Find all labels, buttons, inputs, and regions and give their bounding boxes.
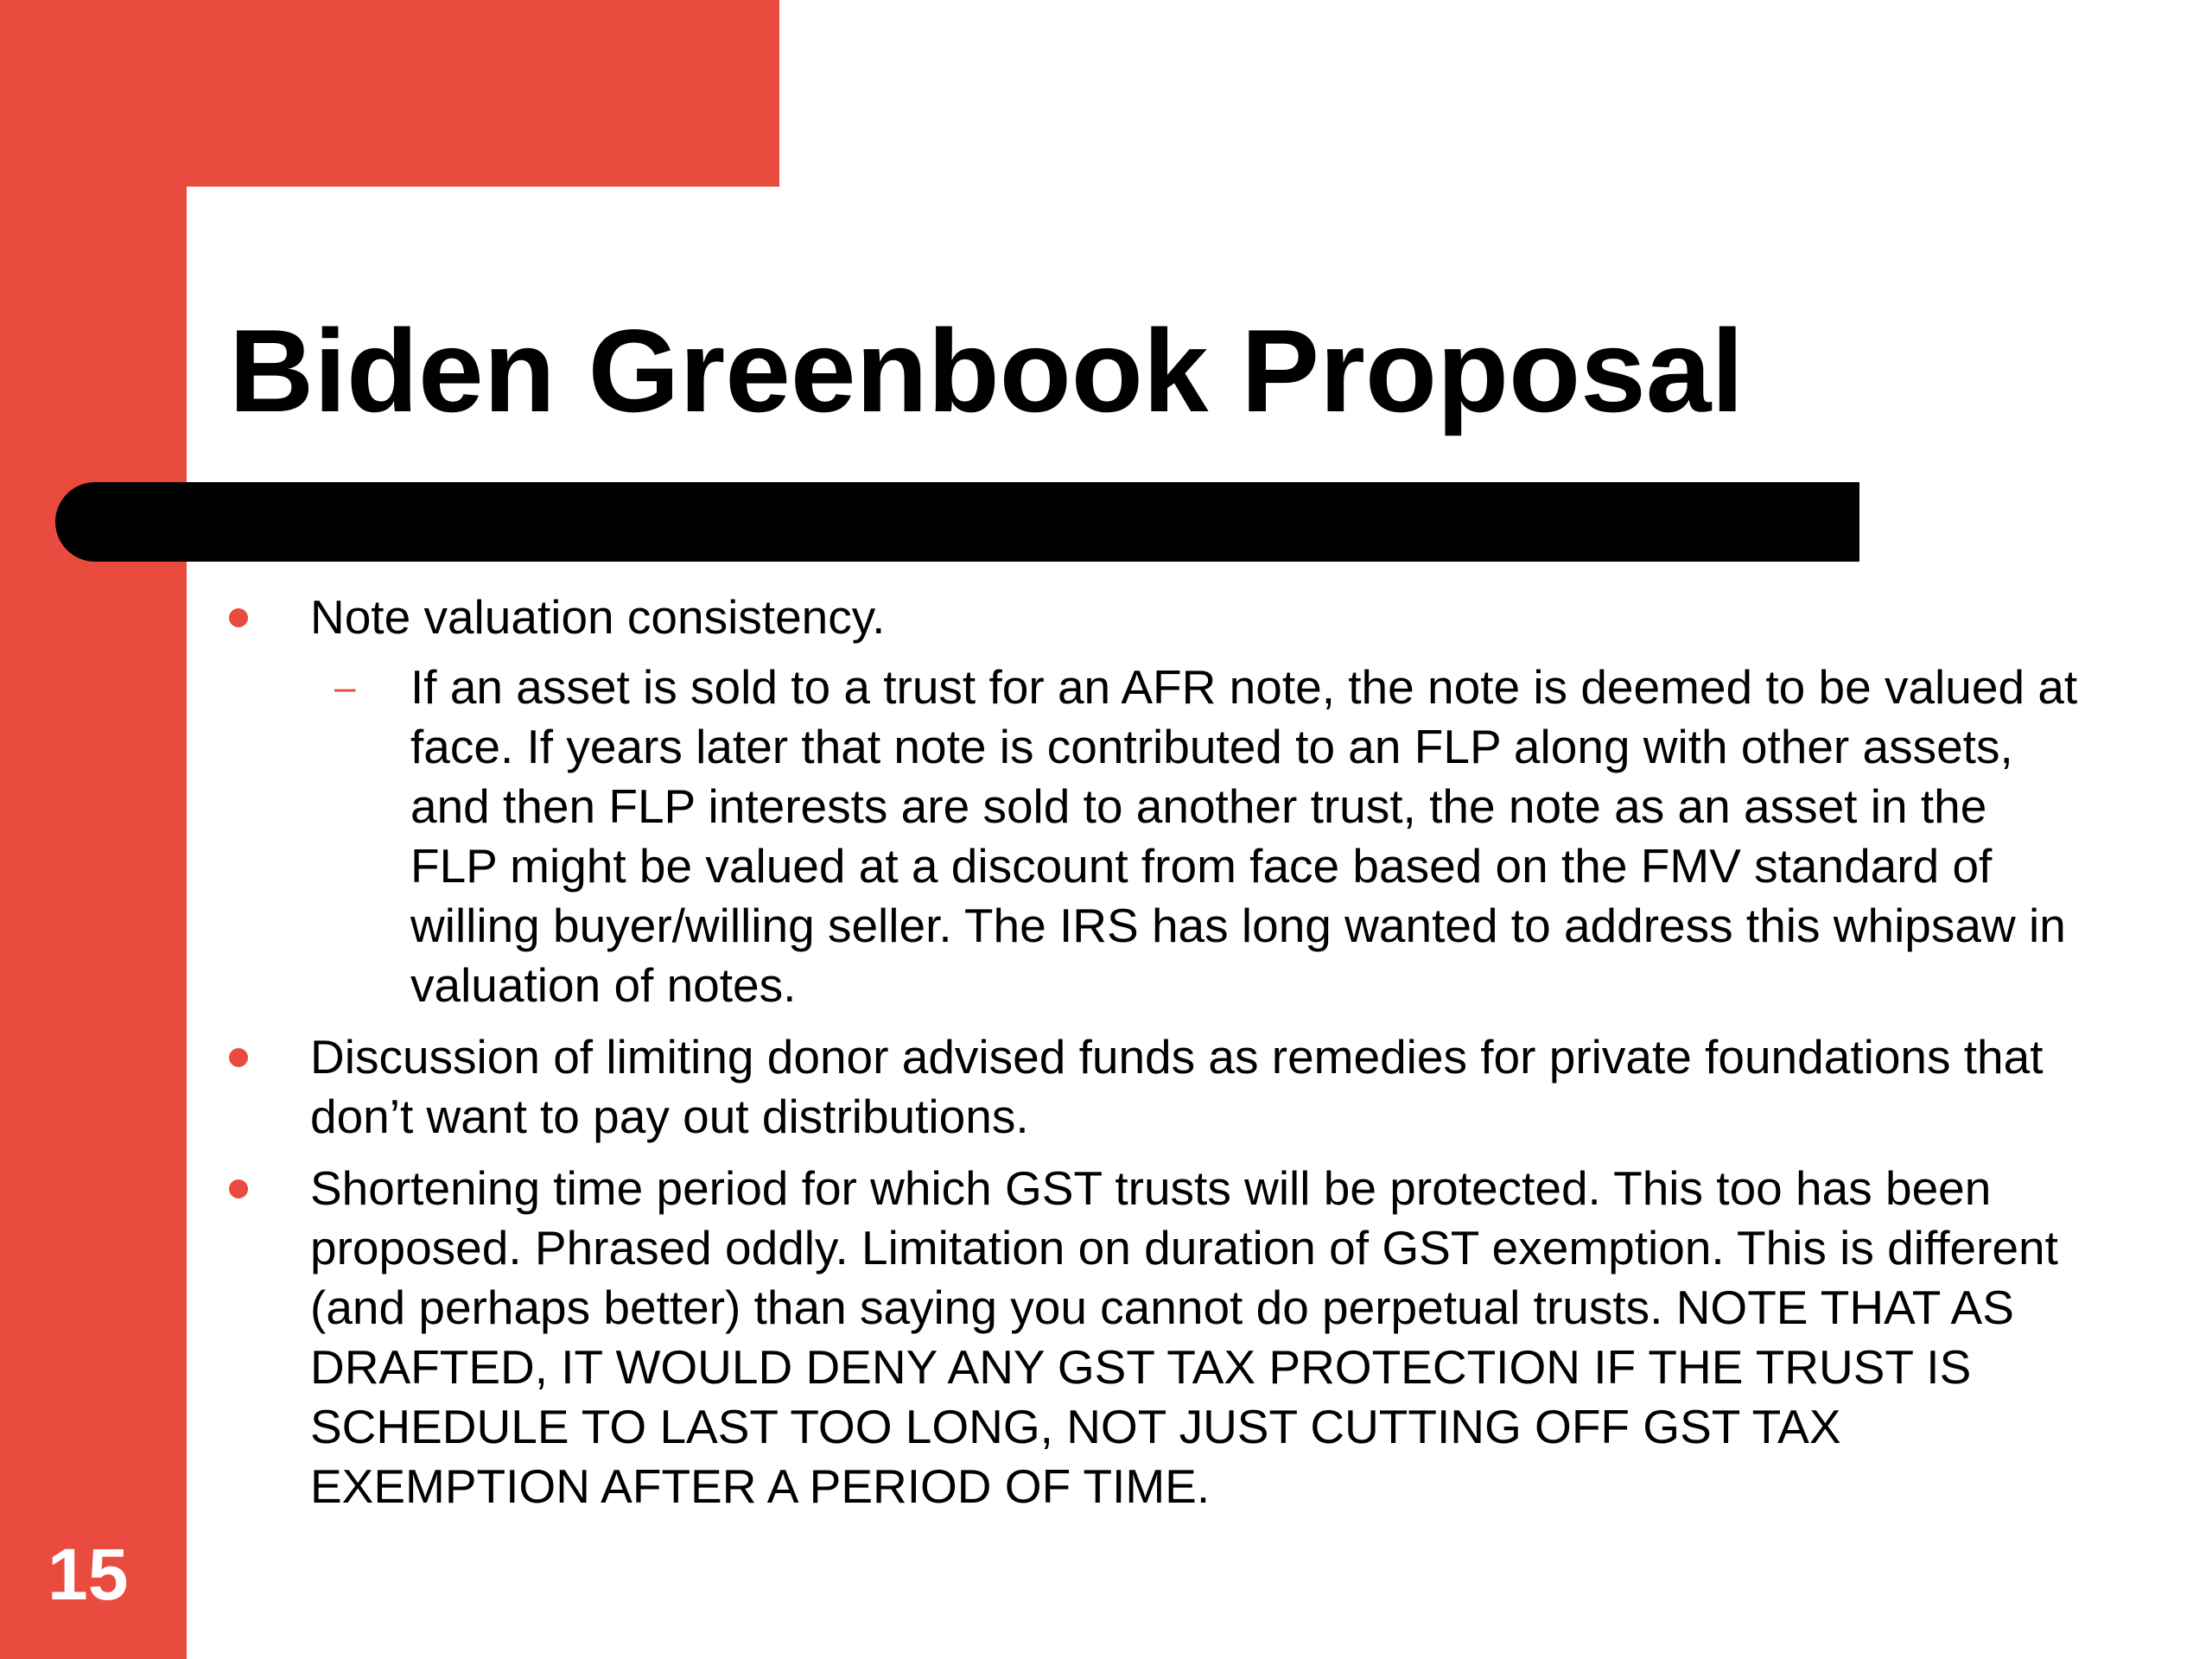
top-accent-panel <box>0 0 779 187</box>
slide-number: 15 <box>48 1534 129 1615</box>
bullet-text: Discussion of limiting donor advised funds as remedies for private foundations that don’t want to pay out distributions. <box>310 1030 2044 1143</box>
bullet-dot-icon <box>229 608 248 627</box>
bullet-item <box>229 1027 2078 1147</box>
bullet-text: Shortening time period for which GST trusts will be protected. This too has been proposed. Phrased oddly. Limitation on duration of GST exemption. This is different (and perhaps better) than saying you cannot do perpetual trusts. NOTE THAT AS DRAFTED, IT WOULD DENY ANY GST TAX PROTECTION IF THE TRUST IS SCHEDULE TO LAST TOO LONG, NOT JUST CUTTING OFF GST TAX EXEMPTION AFTER A PERIOD OF TIME. <box>310 1161 2058 1513</box>
slide-title: Biden Greenbook Proposal <box>229 305 1745 436</box>
bullet-dot-icon <box>229 1179 248 1198</box>
dash-icon: – <box>334 666 356 709</box>
slide-body <box>229 588 2078 1516</box>
left-accent-panel <box>0 0 187 1659</box>
bullet-text: Note valuation consistency. <box>310 590 886 644</box>
title-underline-bar <box>55 482 1859 562</box>
bullet-item <box>229 1159 2078 1516</box>
sub-bullet-text: If an asset is sold to a trust for an AFR note, the note is deemed to be valued at face. If years later that note is contributed to an FLP along with other assets, and then FLP interests are sold to another trust, the note as an asset in the FLP might be valued at a discount from face based on the FMV standard of willing buyer/willing seller. The IRS has long wanted to address this whipsaw in valuation of notes. <box>410 660 2078 1012</box>
sub-bullet-item <box>229 658 2078 1015</box>
bullet-item <box>229 588 2078 647</box>
bullet-dot-icon <box>229 1048 248 1067</box>
